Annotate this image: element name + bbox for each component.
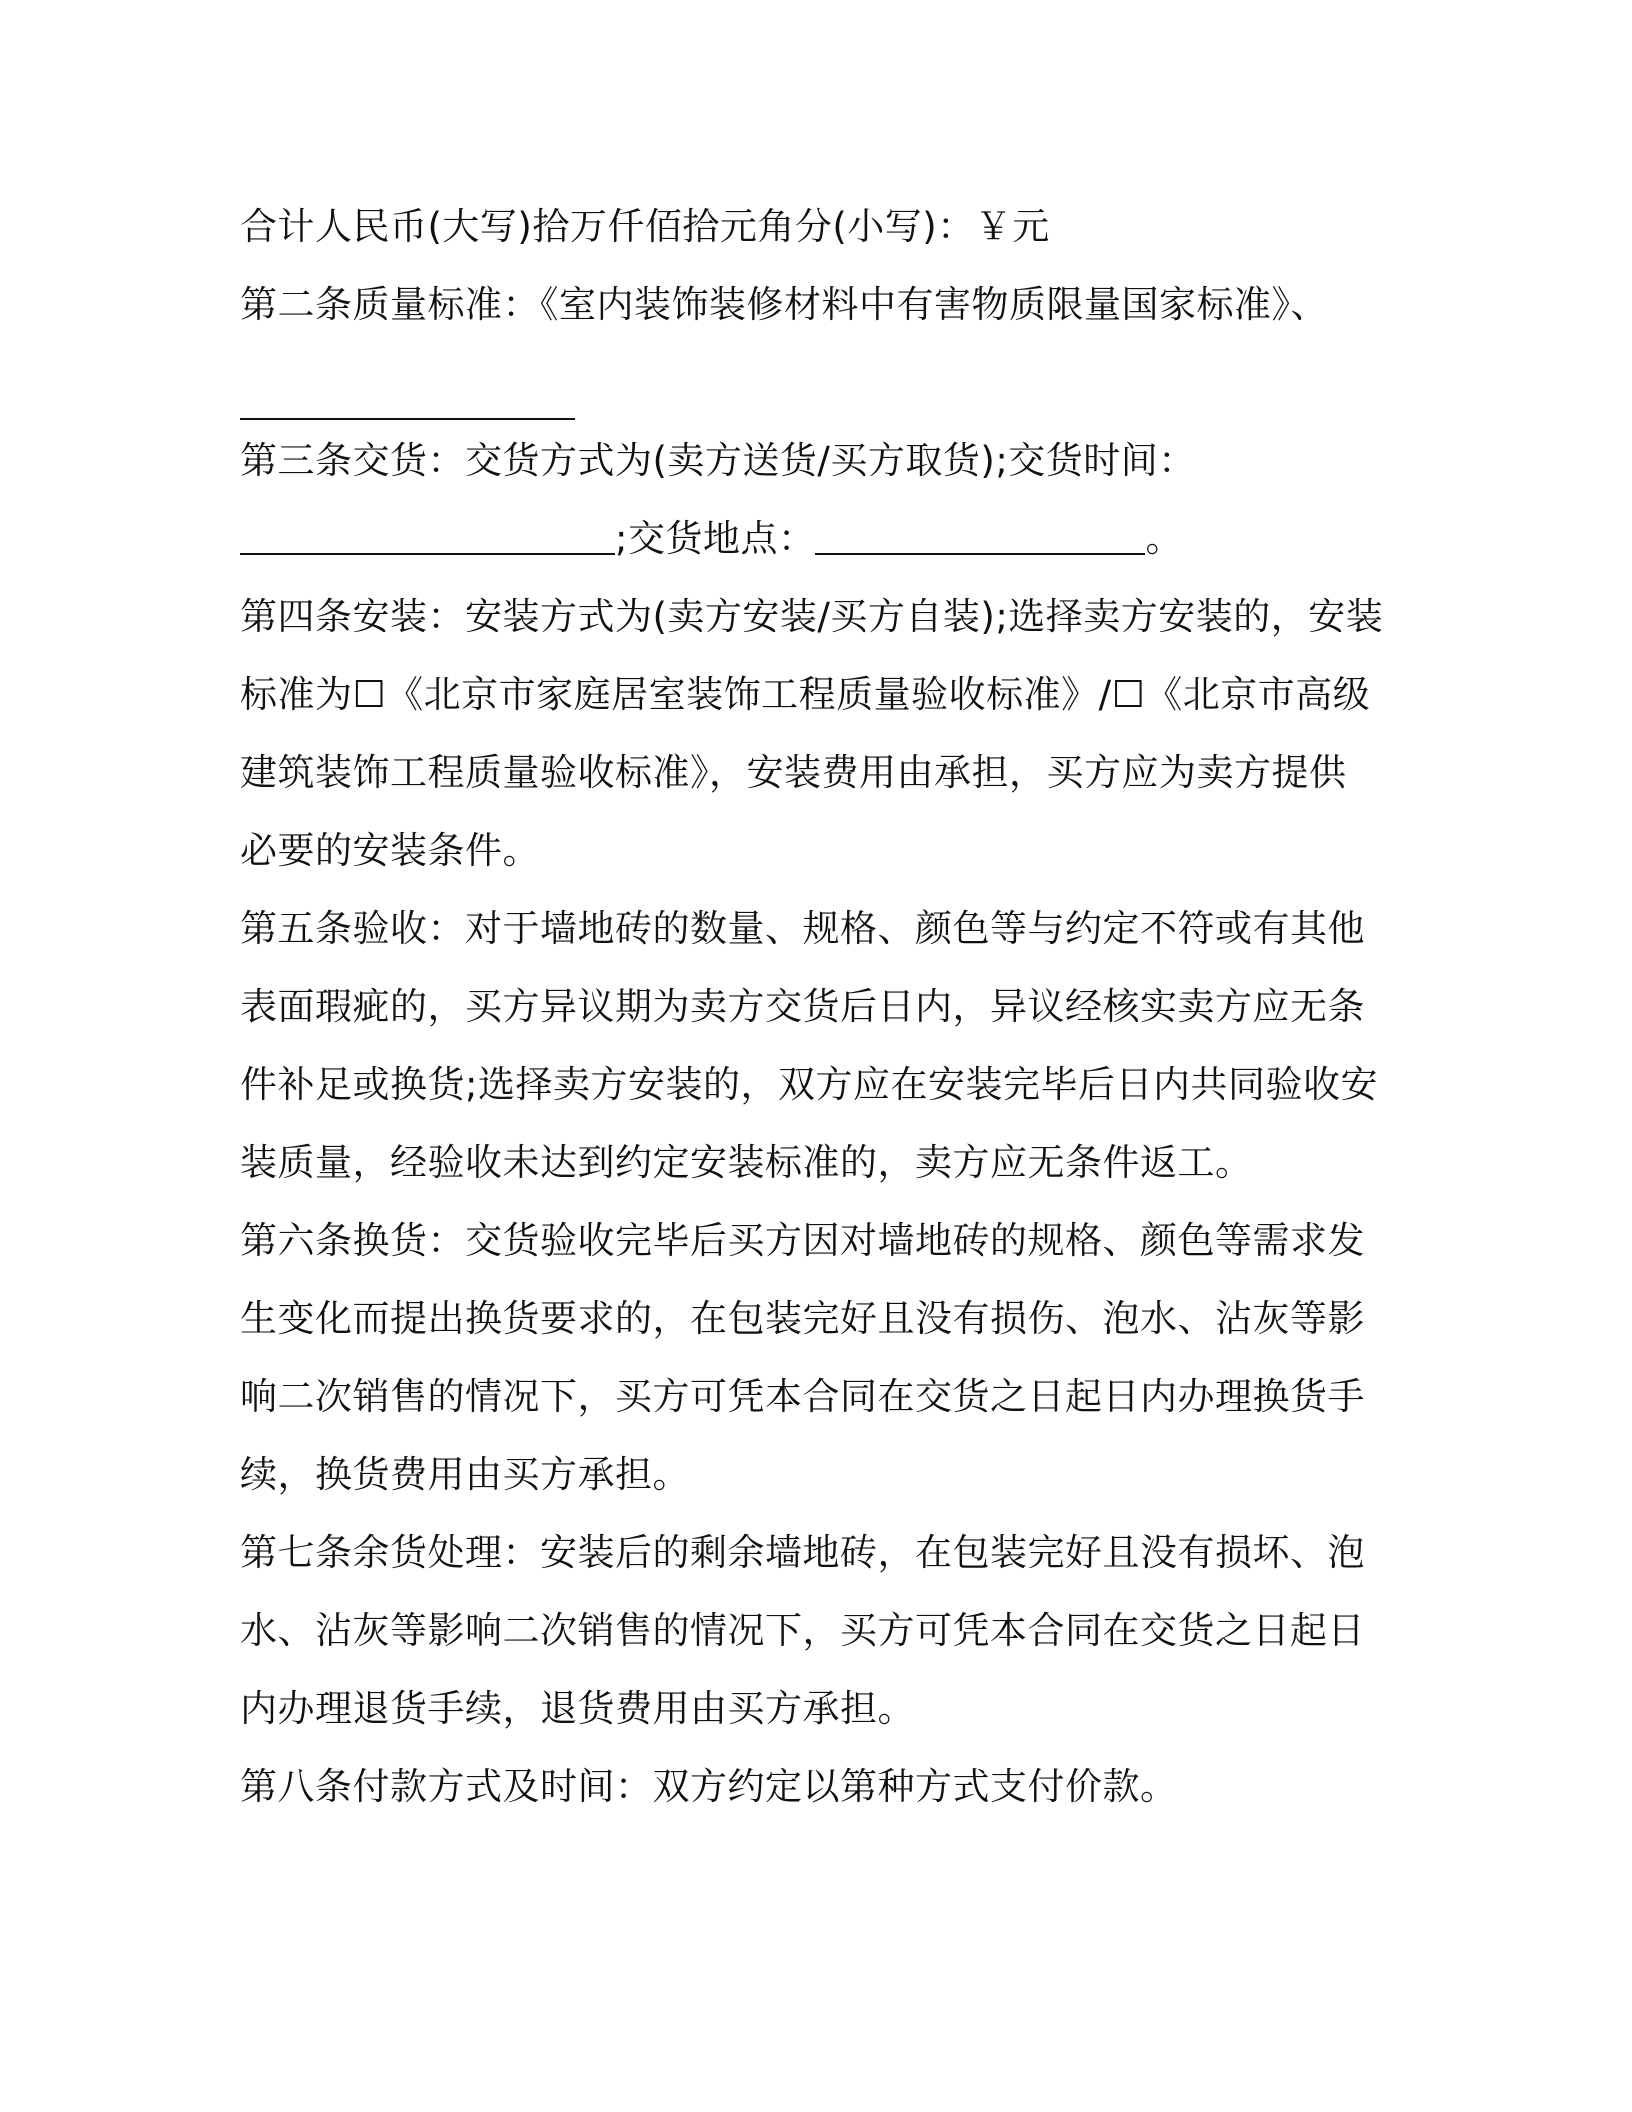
text-line-exchange-2: 生变化而提出换货要求的，在包装完好且没有损伤、泡水、沾灰等影 [240, 1297, 1365, 1340]
delivery-place-label: ;交货地点： [615, 517, 816, 560]
text-line-installation-2: 标准为☐《北京市家庭居室装饰工程质量验收标准》/☐《北京市高级 [240, 673, 1371, 716]
quality-standard-blank-line [240, 344, 1380, 422]
delivery-time-blank [240, 513, 615, 555]
delivery-place-end: 。 [1145, 517, 1183, 560]
delivery-place-blank [815, 513, 1145, 555]
text-line-delivery: 第三条交货：交货方式为(卖方送货/买方取货);交货时间： [240, 439, 1196, 482]
quality-standard-blank [240, 378, 575, 420]
text-line-surplus-1: 第七条余货处理：安装后的剩余墙地砖，在包装完好且没有损坏、泡 [240, 1531, 1365, 1574]
text-line-payment: 第八条付款方式及时间：双方约定以第种方式支付价款。 [240, 1765, 1178, 1808]
text-line-surplus-3: 内办理退货手续，退货费用由买方承担。 [240, 1687, 915, 1730]
text-line-acceptance-2: 表面瑕疵的，买方异议期为卖方交货后日内，异议经核实卖方应无条 [240, 985, 1365, 1028]
text-line-exchange-3: 响二次销售的情况下，买方可凭本合同在交货之日起日内办理换货手 [240, 1375, 1365, 1418]
text-line-installation-1: 第四条安装：安装方式为(卖方安装/买方自装);选择卖方安装的，安装 [240, 595, 1384, 638]
text-line-surplus-2: 水、沾灰等影响二次销售的情况下，买方可凭本合同在交货之日起日 [240, 1609, 1365, 1652]
delivery-blanks-line [240, 500, 1380, 578]
text-line-total-amount: 合计人民币(大写)拾万仟佰拾元角分(小写)：￥元 [240, 205, 1050, 248]
text-line-installation-3: 建筑装饰工程质量验收标准》，安装费用由承担，买方应为卖方提供 [240, 751, 1347, 794]
text-line-acceptance-3: 件补足或换货;选择卖方安装的，双方应在安装完毕后日内共同验收安 [240, 1063, 1378, 1106]
text-line-acceptance-1: 第五条验收：对于墙地砖的数量、规格、颜色等与约定不符或有其他 [240, 907, 1365, 950]
text-line-exchange-1: 第六条换货：交货验收完毕后买方因对墙地砖的规格、颜色等需求发 [240, 1219, 1365, 1262]
text-line-quality-standard: 第二条质量标准：《室内装饰装修材料中有害物质限量国家标准》、 [240, 283, 1328, 326]
text-line-installation-4: 必要的安装条件。 [240, 829, 540, 872]
document-body [240, 188, 1384, 1826]
text-line-acceptance-4: 装质量，经验收未达到约定安装标准的，卖方应无条件返工。 [240, 1141, 1253, 1184]
text-line-exchange-4: 续，换货费用由买方承担。 [240, 1453, 690, 1496]
